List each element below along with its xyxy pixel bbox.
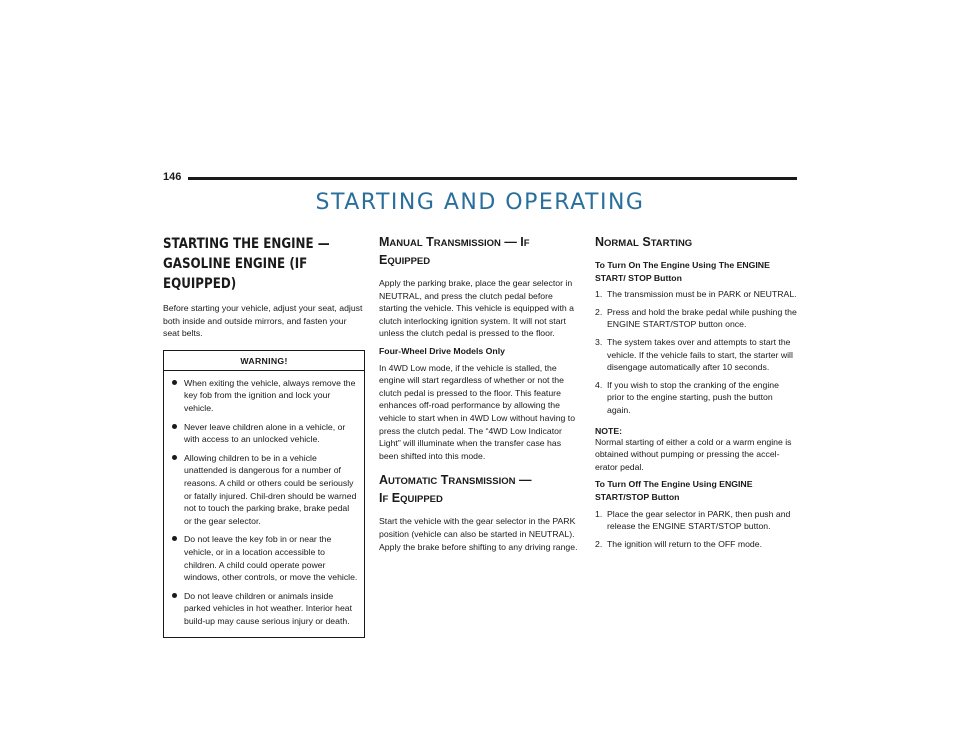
warning-item [170, 421, 358, 446]
section-heading-automatic-transmission: AUTOMATIC TRANSMISSION — IF EQUIPPED [379, 473, 532, 506]
turn-on-steps [595, 288, 797, 416]
step-item: 1. The transmission must be in PARK or NEUTRAL. [595, 289, 797, 300]
section-heading-starting-engine: STARTING THE ENGINE — GASOLINE ENGINE (IF EQUIPPED) [163, 236, 330, 292]
warning-item-text: Do not leave children or animals inside parked vehicles in hot weather. Interior heat build-up may cause serious injury or death. [184, 590, 353, 626]
step-item: 2. Press and hold the brake pedal while pushing the ENGINE START/STOP button once. [595, 306, 797, 330]
bullet-icon [172, 536, 177, 541]
warning-item-text: Never leave children alone in a vehicle, or with access to an unlocked vehicle. [184, 421, 346, 445]
chapter-title: STARTING AND OPERATING [315, 190, 645, 215]
section-heading-normal-starting: NORMAL STARTING [595, 235, 693, 249]
section-heading-manual-transmission: MANUAL TRANSMISSION — IF EQUIPPED [379, 235, 530, 267]
step-item: 2. The ignition will return to the OFF mode. [595, 538, 762, 549]
warning-item [170, 452, 358, 528]
turn-off-subheading: To Turn Off The Engine Using ENGINE START/STOP Button [595, 479, 753, 502]
warning-item-text: Allowing children to be in a vehicle unattended is dangerous for a number of reasons. A child or others could be seriously or fatally injured. Chil-dren should be warned not to touch the parking brake, brake pedal or the gear selector. [184, 452, 357, 526]
bullet-icon [172, 455, 177, 460]
bullet-icon [172, 380, 177, 385]
step-item: 1. Place the gear selector in PARK, then push and release the ENGINE START/STOP button. [595, 508, 791, 532]
intro-paragraph: Before starting your vehicle, adjust your seat, adjust both inside and outside mirrors, and fasten your seat belts. [163, 303, 363, 339]
warning-item [170, 590, 358, 628]
page-number: 146 [163, 171, 182, 183]
bullet-icon [172, 593, 177, 598]
warning-box [163, 350, 365, 639]
four-wheel-drive-text: In 4WD Low mode, if the vehicle is stalled, the engine will start regardless of whether or not the clutch pedal is pressed to the floor. This feature enhances off-road performance by allowing the vehicle to start when in 4WD Low without having to press the clutch pedal. The “4WD Low Indicator Light” will illuminate when the transfer case has been shifted into this mode. [379, 362, 576, 461]
automatic-transmission-text: Start the vehicle with the gear selector in the PARK position (vehicle can also be started in NEUTRAL). Apply the brake before shifting to any driving range. [379, 516, 578, 552]
step-item: 4. If you wish to stop the cranking of the engine prior to the engine starting, push the button again. [595, 379, 779, 415]
note-text: Normal starting of either a cold or a warm engine is obtained without pumping or pressing the accel-erator pedal. [595, 436, 792, 472]
note-label: NOTE: [595, 425, 623, 436]
turn-on-subheading: To Turn On The Engine Using The ENGINE START/ STOP Button [595, 260, 770, 283]
turn-off-steps [595, 508, 797, 551]
column-right [595, 228, 797, 555]
warning-item [170, 533, 358, 583]
warning-title: WARNING! [164, 351, 364, 371]
four-wheel-drive-subheading: Four-Wheel Drive Models Only [379, 345, 505, 356]
warning-item-text: Do not leave the key fob in or near the vehicle, or in a location accessible to children. A child could operate power windows, other controls, or move the vehicle. [184, 534, 358, 583]
manual-transmission-text: Apply the parking brake, place the gear selector in NEUTRAL, and press the clutch pedal before starting the vehicle. This vehicle is equipped with a clutch interlocking ignition system. It will not start unless the clutch pedal is pressed to the floor. [379, 278, 574, 339]
bullet-icon [172, 424, 177, 429]
step-item: 3. The system takes over and attempts to start the vehicle. If the vehicle fails to start, the starter will disengage automatically after 10 seconds. [595, 336, 793, 373]
warning-item [170, 377, 358, 415]
warning-item-text: When exiting the vehicle, always remove the key fob from the ignition and lock your vehicle. [184, 377, 356, 413]
column-middle [379, 228, 581, 558]
column-left [163, 228, 365, 638]
header-rule [188, 177, 797, 180]
warning-list [164, 371, 364, 638]
